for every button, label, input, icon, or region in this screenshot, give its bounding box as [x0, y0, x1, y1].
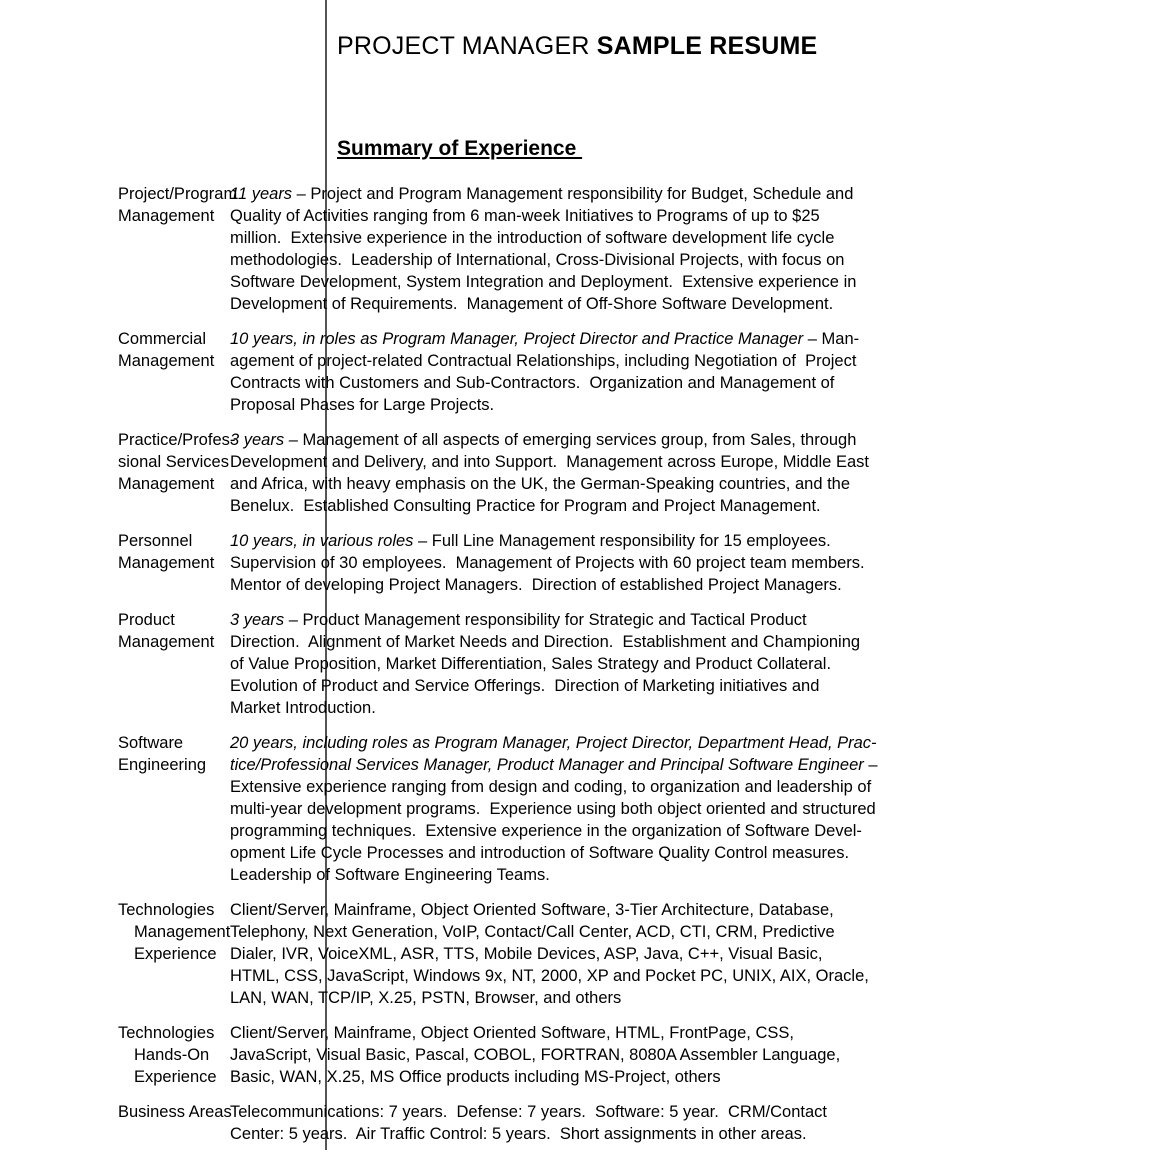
experience-row-body-text: – Management of all aspects of emerging services group, from Sales, through — [284, 431, 857, 449]
experience-row-label — [0, 183, 238, 227]
experience-row-label — [0, 1022, 218, 1088]
experience-row-body-text: – Man- — [803, 330, 860, 348]
experience-row-duration: 11 years — [230, 185, 293, 203]
experience-row-body-line: Development and Delivery, and into Support. Management across Europe, Middle East — [230, 453, 869, 471]
experience-row-body-line: agement of project-related Contractual Relationships, including Negotiation of Project — [230, 352, 857, 370]
experience-row-label-line: Experience — [134, 1068, 217, 1086]
experience-row-body-line: Quality of Activities ranging from 6 man-week Initiatives to Programs of up to $25 — [230, 207, 820, 225]
experience-row-label-line: Project/Program — [118, 185, 238, 203]
experience-row-body-line — [230, 530, 1086, 552]
experience-row-body-line: Supervision of 30 employees. Management of Projects with 60 project team members. — [230, 554, 865, 572]
experience-row-body-line: million. Extensive experience in the introduction of software development life cycle — [230, 229, 835, 247]
experience-rows — [0, 183, 1150, 1158]
experience-row-body-line: Evolution of Product and Service Offerings. Direction of Marketing initiatives and — [230, 677, 820, 695]
experience-row-body — [218, 328, 1150, 416]
experience-row — [0, 429, 1150, 517]
experience-row-duration: tice/Professional Services Manager, Product Manager and Principal Software Engineer — [230, 756, 864, 774]
experience-row-body — [218, 183, 1150, 315]
experience-row-body-line: Center: 5 years. Air Traffic Control: 5 years. Short assignments in other areas. — [230, 1125, 807, 1143]
experience-row-body-line: Client/Server, Mainframe, Object Oriented Software, 3-Tier Architecture, Database, — [230, 901, 834, 919]
experience-row-body-line: Software Development, System Integration and Deployment. Extensive experience in — [230, 273, 857, 291]
experience-row-label-line: Business Areas — [118, 1103, 232, 1121]
experience-row-duration: 3 years — [230, 431, 285, 449]
experience-row-body-line: Contracts with Customers and Sub-Contractors. Organization and Management of — [230, 374, 835, 392]
experience-row-label — [0, 609, 218, 653]
experience-row-body — [218, 609, 1150, 719]
experience-row-label-line: Engineering — [118, 756, 207, 774]
experience-row-body-line: and Africa, with heavy emphasis on the UK, the German-Speaking countries, and the — [230, 475, 851, 493]
experience-row-label-line: Management — [134, 923, 231, 941]
experience-row-duration: 3 years — [230, 611, 285, 629]
experience-row-body-line: of Value Proposition, Market Differentiation, Sales Strategy and Product Collateral. — [230, 655, 832, 673]
experience-row-label-line: Hands-On — [134, 1046, 210, 1064]
experience-row-label — [0, 732, 218, 776]
experience-row-label-line: Technologies — [118, 1024, 215, 1042]
experience-row — [0, 530, 1150, 596]
experience-row-body-line: Benelux. Established Consulting Practice for Program and Project Management. — [230, 497, 821, 515]
experience-row-label-line: Personnel — [118, 532, 193, 550]
experience-row-body — [218, 429, 1150, 517]
experience-row-label-line: Software — [118, 734, 184, 752]
experience-row-body — [218, 732, 1150, 886]
experience-row-body-line: Development of Requirements. Management of Off-Shore Software Development. — [230, 295, 834, 313]
page-title — [337, 30, 817, 62]
experience-row-body-line: Dialer, IVR, VoiceXML, ASR, TTS, Mobile Devices, ASP, Java, C++, Visual Basic, — [230, 945, 823, 963]
experience-row-body-line: Telephony, Next Generation, VoIP, Contact/Call Center, ACD, CTI, CRM, Predictive — [230, 923, 835, 941]
experience-row-duration: 20 years, including roles as Program Manager, Project Director, Department Head, Prac- — [230, 734, 877, 752]
experience-row-label — [0, 530, 218, 574]
experience-row — [0, 183, 1150, 315]
experience-row-body-line: Leadership of Software Engineering Teams. — [230, 866, 550, 884]
experience-row-label-line: sional Services — [118, 453, 229, 471]
experience-row-body-line: JavaScript, Visual Basic, Pascal, COBOL, FORTRAN, 8080A Assembler Language, — [230, 1046, 841, 1064]
experience-row-body — [218, 530, 1150, 596]
experience-row-body-line: Proposal Phases for Large Projects. — [230, 396, 495, 414]
experience-row — [0, 899, 1150, 1009]
experience-row-body-line — [230, 732, 1086, 776]
experience-row-label — [0, 429, 236, 495]
experience-row-label-line: Management — [118, 207, 215, 225]
page-title-emphasis: SAMPLE RESUME — [596, 32, 818, 60]
experience-row-body-line: Telecommunications: 7 years. Defense: 7 years. Software: 5 year. CRM/Contact — [230, 1103, 828, 1121]
experience-row-label-line: Technologies — [118, 901, 215, 919]
experience-row — [0, 1101, 1150, 1145]
experience-row-body-line: Direction. Alignment of Market Needs and Direction. Establishment and Championing — [230, 633, 861, 651]
experience-row-label-line: Commercial — [118, 330, 207, 348]
experience-row-body-line: Mentor of developing Project Managers. Direction of established Project Managers. — [230, 576, 842, 594]
page-title-role: PROJECT MANAGER — [337, 32, 597, 60]
experience-row-duration: 10 years, in roles as Program Manager, Project Director and Practice Manager — [230, 330, 804, 348]
experience-row-label-line: Management — [118, 633, 215, 651]
experience-row-body-line — [230, 429, 1086, 451]
experience-row — [0, 1022, 1150, 1088]
experience-row-label-line: Management — [118, 554, 215, 572]
experience-row-body-line: Extensive experience ranging from design and coding, to organization and leadership of — [230, 778, 872, 796]
experience-row-label-line: Experience — [134, 945, 217, 963]
experience-row-body-line: opment Life Cycle Processes and introduction of Software Quality Control measures. — [230, 844, 850, 862]
experience-row-label-line: Product — [118, 611, 175, 629]
experience-row-body-line: Basic, WAN, X.25, MS Office products including MS-Project, others — [230, 1068, 721, 1086]
experience-row-label-line: Management — [118, 475, 215, 493]
experience-row-label-line: Practice/Profes- — [118, 431, 236, 449]
experience-row-body-text: – — [863, 756, 883, 774]
experience-row-body-line: Client/Server, Mainframe, Object Oriented Software, HTML, FrontPage, CSS, — [230, 1024, 794, 1042]
experience-row-body-line — [230, 328, 1086, 350]
experience-row-duration: 10 years, in various roles — [230, 532, 414, 550]
experience-row-body-text: – Full Line Management responsibility for 15 employees. — [413, 532, 831, 550]
experience-row — [0, 609, 1150, 719]
experience-row-label — [0, 1101, 232, 1123]
experience-row-body-line: Market Introduction. — [230, 699, 376, 717]
experience-row-body — [218, 899, 1150, 1009]
section-heading-summary-of-experience: Summary of Experience — [337, 137, 583, 160]
experience-row-body-text: – Project and Program Management responsibility for Budget, Schedule and — [292, 185, 854, 203]
experience-row-body-line: multi-year development programs. Experience using both object oriented and structured — [230, 800, 876, 818]
experience-row-body — [218, 1101, 1150, 1145]
experience-row — [0, 732, 1150, 886]
experience-row-body-text: – Product Management responsibility for Strategic and Tactical Product — [284, 611, 807, 629]
experience-row-body-line — [230, 609, 1086, 631]
experience-row-body-line: LAN, WAN, TCP/IP, X.25, PSTN, Browser, and others — [230, 989, 622, 1007]
experience-row-body-line: methodologies. Leadership of International, Cross-Divisional Projects, with focus on — [230, 251, 845, 269]
experience-row-body-line: HTML, CSS, JavaScript, Windows 9x, NT, 2000, XP and Pocket PC, UNIX, AIX, Oracle, — [230, 967, 869, 985]
experience-row-body — [218, 1022, 1150, 1088]
experience-row-body-line: programming techniques. Extensive experience in the organization of Software Devel- — [230, 822, 862, 840]
experience-row — [0, 328, 1150, 416]
experience-row-label — [0, 328, 218, 372]
experience-row-label — [0, 899, 231, 965]
experience-row-label-line: Management — [118, 352, 215, 370]
experience-row-body-line — [230, 183, 1086, 205]
